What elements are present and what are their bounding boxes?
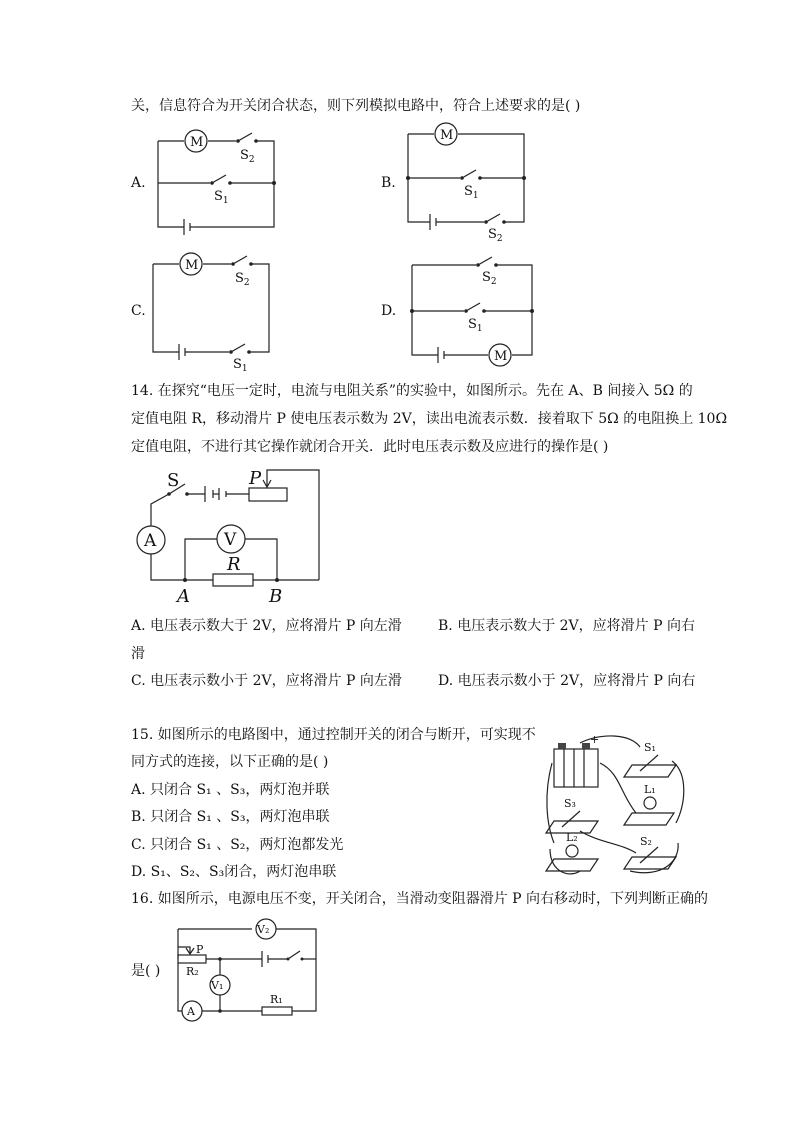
q16-line-1: 16. 如图所示，电源电压不变，开关闭合，当滑动变阻器滑片 P 向右移动时，下列判断正确的 bbox=[131, 891, 709, 907]
svg-text:S1: $S_1$ bbox=[233, 357, 248, 374]
svg-text:A: A bbox=[187, 1005, 195, 1018]
svg-text:M: M bbox=[494, 349, 508, 364]
q15-option-d[interactable]: D. S₁、S₂、S₃闭合，两灯泡串联 bbox=[131, 864, 337, 880]
svg-text:R₁: R₁ bbox=[270, 993, 283, 1006]
q13-option-c-label[interactable]: C. bbox=[131, 303, 146, 319]
q15-line-1: 15. 如图所示的电路图中，通过控制开关的闭合与断开，可实现不 bbox=[131, 727, 536, 743]
q14-line-1: 14. 在探究“电压一定时，电流与电阻关系”的实验中，如图所示。先在 A、B 间接入 5Ω 的 bbox=[131, 383, 693, 399]
q14-line-3: 定值电阻，不进行其它操作就闭合开关．此时电压表示数及应进行的操作是( ) bbox=[131, 439, 609, 455]
q14-circuit bbox=[133, 466, 333, 606]
svg-text:S₂: S₂ bbox=[640, 835, 652, 848]
q13-option-d-label[interactable]: D. bbox=[381, 303, 397, 319]
svg-text:R₂: R₂ bbox=[186, 965, 199, 978]
q16-circuit bbox=[168, 917, 328, 1022]
q14-option-b-wrap: 滑 bbox=[131, 646, 145, 662]
svg-text:+: + bbox=[590, 733, 600, 746]
q16-line-2: 是( ) bbox=[131, 963, 161, 979]
svg-text:P: P bbox=[196, 943, 204, 956]
q13-option-a-label[interactable]: A. bbox=[131, 175, 146, 191]
q14-line-2: 定值电阻 R，移动滑片 P 使电压表示数为 2V，读出电流表示数．接着取下 5Ω 的电阻换上 10Ω bbox=[131, 411, 728, 427]
svg-text:V₂: V₂ bbox=[257, 923, 270, 936]
q14-option-d[interactable]: D. 电压表示数小于 2V，应将滑片 P 向右 bbox=[438, 673, 696, 689]
motor-label: M bbox=[190, 135, 204, 150]
svg-text:R: R bbox=[227, 554, 241, 575]
svg-text:S1: $S_1$ bbox=[468, 317, 483, 334]
svg-text:S: S bbox=[167, 470, 180, 491]
svg-text:S1: $S_1$ bbox=[214, 189, 229, 206]
svg-text:P: P bbox=[249, 468, 262, 489]
q15-circuit-photo bbox=[540, 733, 690, 883]
svg-text:S₁: S₁ bbox=[644, 741, 656, 754]
svg-text:S2: $S_2$ bbox=[240, 148, 255, 165]
battery-icon bbox=[554, 749, 598, 787]
svg-text:V₁: V₁ bbox=[211, 979, 224, 992]
resistor-r1 bbox=[262, 1007, 292, 1015]
q13-option-b-label[interactable]: B. bbox=[381, 175, 396, 191]
svg-text:B: B bbox=[269, 586, 283, 607]
q13-intro: 关，信息符合为开关闭合状态，则下列模拟电路中，符合上述要求的是( ) bbox=[131, 98, 581, 114]
q14-option-c[interactable]: C. 电压表示数小于 2V，应将滑片 P 向左滑 bbox=[131, 673, 402, 689]
q15-option-a[interactable]: A. 只闭合 S₁ 、S₃，两灯泡并联 bbox=[131, 782, 330, 798]
q14-option-b[interactable]: B. 电压表示数大于 2V，应将滑片 P 向右 bbox=[438, 618, 695, 634]
q13-circuit-b bbox=[400, 120, 540, 244]
svg-text:L₂: L₂ bbox=[566, 831, 578, 844]
resistor-r bbox=[213, 574, 253, 586]
svg-text:A: A bbox=[177, 586, 190, 607]
lamp-l2-icon bbox=[566, 845, 578, 857]
q15-line-2: 同方式的连接，以下正确的是( ) bbox=[131, 754, 329, 770]
q15-option-c[interactable]: C. 只闭合 S₁ 、S₂，两灯泡都发光 bbox=[131, 837, 344, 853]
svg-text:M: M bbox=[185, 258, 199, 273]
q13-circuit-d bbox=[404, 253, 544, 368]
q14-option-a[interactable]: A. 电压表示数大于 2V，应将滑片 P 向左滑 bbox=[131, 618, 402, 634]
svg-text:S1: $S_1$ bbox=[464, 184, 479, 201]
q15-option-b[interactable]: B. 只闭合 S₁ 、S₃，两灯泡串联 bbox=[131, 809, 330, 825]
lamp-l1-icon bbox=[644, 797, 656, 809]
svg-text:S2: $S_2$ bbox=[488, 227, 503, 244]
svg-text:S2: $S_2$ bbox=[482, 270, 497, 287]
svg-text:M: M bbox=[440, 128, 454, 143]
svg-text:V: V bbox=[224, 530, 237, 550]
svg-text:S2: $S_2$ bbox=[235, 271, 250, 288]
q13-circuit-a bbox=[150, 125, 290, 235]
svg-text:L₁: L₁ bbox=[644, 783, 656, 796]
rheostat-r2 bbox=[178, 955, 206, 963]
svg-text:S₃: S₃ bbox=[564, 797, 576, 810]
svg-text:A: A bbox=[144, 531, 157, 551]
q13-circuit-c bbox=[145, 250, 285, 374]
